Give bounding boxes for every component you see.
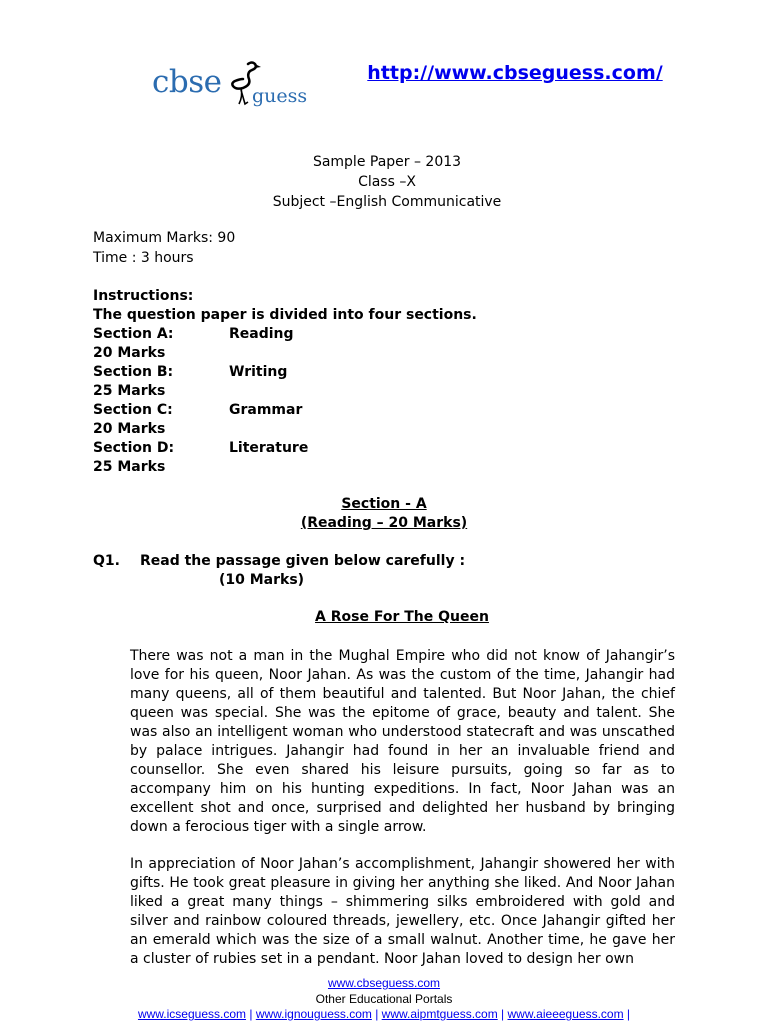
paper-title: Sample Paper – 2013 — [312, 154, 462, 170]
footer-portal-links: www.icseguess.com | www.ignouguess.com | www.aipmtguess.com | www.aieeeguess.com | — [137, 1007, 631, 1021]
section-row — [93, 401, 477, 420]
portal-link[interactable]: www.aipmtguess.com — [381, 1007, 498, 1021]
section-topic: Grammar — [229, 402, 303, 418]
page-footer — [0, 976, 768, 1023]
instructions-heading: Instructions: — [93, 288, 194, 304]
site-link[interactable]: http://www.cbseguess.com/ — [367, 62, 663, 84]
section-marks: 20 Marks — [93, 421, 166, 437]
section-row — [93, 325, 477, 344]
portal-link[interactable]: www.icseguess.com — [137, 1007, 247, 1021]
paper-meta — [93, 229, 235, 268]
section-marks: 25 Marks — [93, 383, 166, 399]
question-1 — [93, 552, 465, 590]
passage-paragraph-2: In appreciation of Noor Jahan’s accomplishment, Jahangir showered her with gifts. He took great pleasure in giving her anything she liked. And Noor Jahan liked a great many things – shimmering silks embroidered with gold and silver and rainbow coloured threads, jewellery, etc. Once Jahangir gifted her an emerald which was the size of a small walnut. Another time, he gave her a cluster of rubies set in a pendant. Noor Jahan loved to design her own — [130, 856, 675, 967]
section-a-heading — [0, 495, 768, 533]
footer-portals-label: Other Educational Portals — [315, 991, 453, 1006]
question-marks: (10 Marks) — [219, 572, 305, 588]
section-row — [93, 363, 477, 382]
time-allowed: Time : 3 hours — [93, 249, 194, 266]
max-marks: Maximum Marks: 90 — [93, 230, 236, 246]
instructions-intro: The question paper is divided into four sections. — [93, 307, 477, 323]
section-marks: 25 Marks — [93, 459, 166, 475]
cbseguess-logo — [150, 58, 320, 118]
passage-paragraph-1: There was not a man in the Mughal Empire who did not know of Jahangir’s love for his queen, Noor Jahan. As was the custom of the time, Jahangir had many queens, all of them beautiful and talented. But Noor Jahan, the chief queen was special. She was the epitome of grace, beauty and talent. She was also an intelligent woman who understood statecraft and was unscathed by palace intrigues. Jahangir had found in her an invaluable friend and counsellor. She even shared his leisure pursuits, going so far as to accompany him on his hunting expeditions. In fact, Noor Jahan was an excellent shot and once, surprised and delighted her husband by bringing down a ferocious tiger with a single arrow. — [130, 648, 675, 835]
section-name: Section C: — [93, 402, 173, 418]
section-topic: Reading — [229, 326, 294, 342]
instructions — [93, 287, 477, 477]
portal-link[interactable]: www.aieeeguess.com — [507, 1007, 624, 1021]
question-text: Read the passage given below carefully : — [140, 553, 466, 569]
section-a-title: Section - A — [341, 496, 427, 512]
section-topic: Writing — [229, 364, 288, 380]
section-name: Section B: — [93, 364, 174, 380]
passage-title: A Rose For The Queen — [315, 609, 489, 625]
footer-site-link[interactable]: www.cbseguess.com — [327, 976, 441, 990]
portal-link[interactable]: www.ignouguess.com — [255, 1007, 372, 1021]
paper-subject: Subject –English Communicative — [272, 194, 502, 210]
section-a-subtitle: (Reading – 20 Marks) — [300, 515, 468, 531]
paper-header — [0, 152, 768, 212]
section-name: Section A: — [93, 326, 174, 342]
logo-text: cbse — [152, 64, 222, 100]
section-name: Section D: — [93, 440, 175, 456]
section-topic: Literature — [229, 440, 309, 456]
section-row — [93, 439, 477, 458]
section-marks: 20 Marks — [93, 345, 166, 361]
paper-class: Class –X — [358, 174, 416, 190]
question-number: Q1. — [93, 553, 120, 569]
logo-subtext: guess — [252, 85, 308, 107]
